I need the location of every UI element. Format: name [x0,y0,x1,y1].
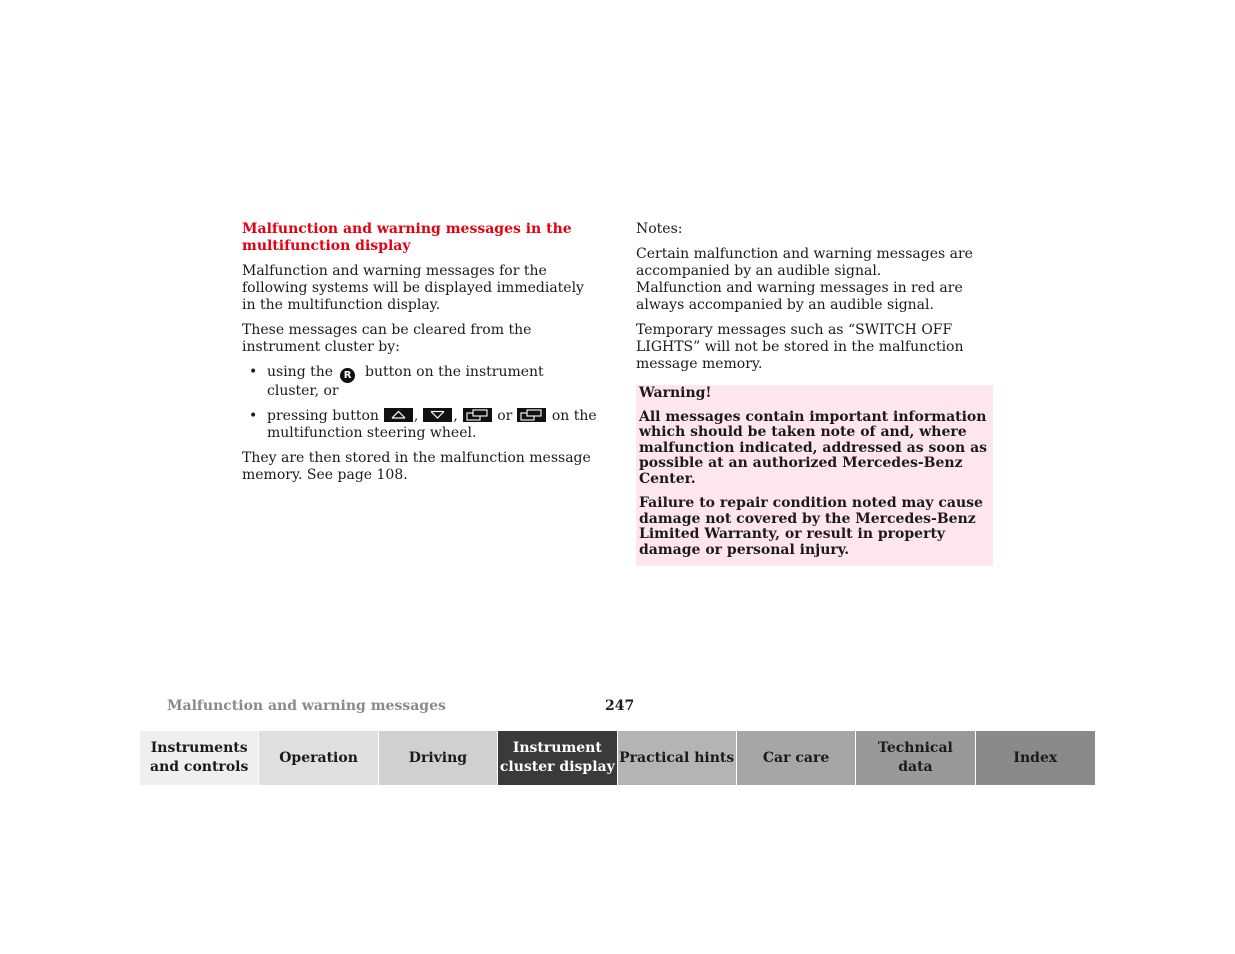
display-button-icon [463,408,492,422]
chapter-tabs [140,731,1095,785]
warning-box [636,385,993,566]
tab-operation[interactable]: Operation [259,731,378,785]
tab-car-care[interactable]: Car care [737,731,856,785]
warning-title: Warning! [639,385,712,401]
notes-label: Notes: [636,221,683,237]
notes-paragraph-3: Temporary messages such as “SWITCH OFF LIGHTS” will not be stored in the malfunction message memory. [636,322,964,372]
up-arrow-button-icon [384,408,413,422]
down-arrow-button-icon [423,408,452,422]
left-column [242,221,597,492]
warning-paragraph-2: Failure to repair condition noted may cause damage not covered by the Mercedes-Benz Limited Warranty, or result in property damage or personal injury. [639,495,983,558]
right-column [636,221,996,566]
footer-section-title: Malfunction and warning messages [167,698,446,714]
intro-paragraph: Malfunction and warning messages for the following systems will be displayed immediately in the multifunction display. [242,263,584,313]
warning-paragraph-1: All messages contain important information which should be taken note of and, where malfunction indicated, addressed as soon as possible at an authorized Mercedes-Benz Center. [639,408,988,487]
notes-paragraph-1: Certain malfunction and warning messages are accompanied by an audible signal. [636,246,973,279]
tab-instruments-and-controls[interactable]: Instruments and controls [140,731,259,785]
stored-paragraph: They are then stored in the malfunction message memory. See page 108. [242,450,591,483]
tab-instrument-cluster-display[interactable]: Instrument cluster display [498,731,617,785]
page-number: 247 [605,698,635,714]
display-button-icon-2 [517,408,546,422]
list-item: • pressing button , , or on the multifunction steering wheel. [242,408,597,442]
notes-paragraph-2: Malfunction and warning messages in red are always accompanied by an audible signal. [636,280,963,313]
list-item: • using the R button on the instrument cluster, or [242,364,597,400]
section-heading: Malfunction and warning messages in the multifunction display [242,221,572,254]
tab-technical-data[interactable]: Technical data [856,731,975,785]
r-button-icon: R [340,368,355,383]
tab-index[interactable]: Index [976,731,1095,785]
clear-methods-list [242,364,597,442]
clear-paragraph: These messages can be cleared from the instrument cluster by: [242,322,532,355]
tab-practical-hints[interactable]: Practical hints [618,731,737,785]
tab-driving[interactable]: Driving [379,731,498,785]
